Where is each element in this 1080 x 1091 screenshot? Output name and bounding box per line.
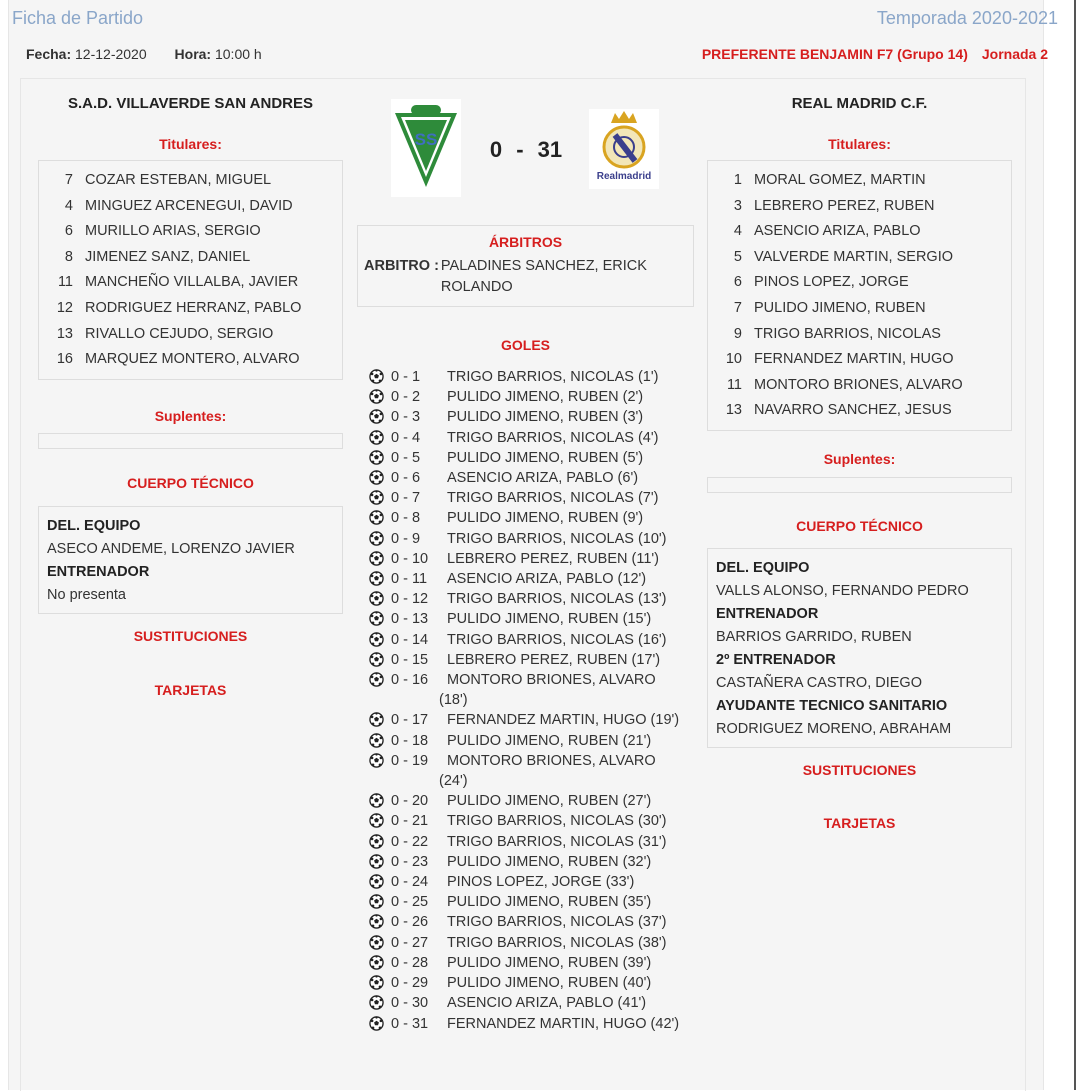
goal-row xyxy=(369,993,694,1013)
player-row xyxy=(708,245,1011,271)
player-number: 13 xyxy=(725,402,742,419)
player-number: 12 xyxy=(56,299,73,316)
svg-text:SS: SS xyxy=(414,130,438,149)
real-madrid-logo-text: Realmadrid xyxy=(596,171,652,182)
goal-score: 0 - 11 xyxy=(391,571,428,588)
goal-row xyxy=(369,448,694,468)
goal-scorer: PULIDO JIMENO, RUBEN (21') xyxy=(447,732,652,749)
jornada-label: Jornada 2 xyxy=(981,46,1048,62)
soccer-ball-icon xyxy=(369,710,387,730)
goal-scorer: TRIGO BARRIOS, NICOLAS (1') xyxy=(447,369,659,385)
soccer-ball-icon xyxy=(369,993,387,1013)
away-team-name: REAL MADRID C.F. xyxy=(791,95,928,112)
villaverde-crest-icon xyxy=(391,99,461,197)
player-row xyxy=(39,322,342,348)
player-row xyxy=(708,168,1011,194)
soccer-ball-icon xyxy=(369,852,387,872)
goal-scorer: MONTORO BRIONES, ALVARO xyxy=(447,752,656,769)
soccer-ball-icon xyxy=(369,1014,387,1034)
soccer-ball-icon xyxy=(369,650,387,670)
away-staff-title: CUERPO TÉCNICO xyxy=(796,517,923,534)
soccer-ball-icon xyxy=(369,953,387,973)
home-team-name: S.A.D. VILLAVERDE SAN ANDRES xyxy=(67,95,314,112)
score-separator: - xyxy=(516,137,524,162)
goal-row xyxy=(369,811,694,831)
goal-score: 0 - 22 xyxy=(391,833,429,850)
goal-scorer: PULIDO JIMENO, RUBEN (3') xyxy=(447,409,644,426)
player-name: TRIGO BARRIOS, NICOLAS xyxy=(754,325,941,342)
goal-row-continuation xyxy=(369,771,694,791)
player-number: 10 xyxy=(725,351,742,368)
goal-row xyxy=(369,549,694,569)
away-substitutions-title: SUSTITUCIONES xyxy=(802,761,917,778)
staff-name: BARRIOS GARRIDO, RUBEN xyxy=(716,628,912,645)
goal-row xyxy=(369,367,694,387)
goal-row xyxy=(369,872,694,892)
player-row xyxy=(708,398,1011,424)
soccer-ball-icon xyxy=(369,448,387,468)
staff-name: ASECO ANDEME, LORENZO JAVIER xyxy=(47,540,295,557)
away-column xyxy=(707,95,1012,831)
soccer-ball-icon xyxy=(369,912,387,932)
goal-row-continuation xyxy=(369,690,694,710)
goal-scorer: ASENCIO ARIZA, PABLO (12') xyxy=(447,571,647,588)
away-cards-title: TARJETAS xyxy=(823,814,896,831)
referees-box xyxy=(357,225,694,307)
hora-value: 10:00 h xyxy=(214,46,262,62)
goal-scorer: PULIDO JIMENO, RUBEN (9') xyxy=(447,510,644,527)
away-score: 31 xyxy=(537,137,563,162)
soccer-ball-icon xyxy=(369,892,387,912)
goal-scorer: TRIGO BARRIOS, NICOLAS (38') xyxy=(447,934,667,951)
goal-score: 0 - 4 xyxy=(391,429,421,446)
player-number: 8 xyxy=(64,248,73,265)
goal-row xyxy=(369,650,694,670)
final-score xyxy=(467,137,585,163)
goal-row xyxy=(369,630,694,650)
player-number: 13 xyxy=(56,325,73,342)
staff-name: CASTAÑERA CASTRO, DIEGO xyxy=(716,674,922,691)
soccer-ball-icon xyxy=(369,428,387,448)
goal-indent xyxy=(369,690,439,710)
home-column xyxy=(38,95,343,698)
player-row xyxy=(39,296,342,322)
player-row xyxy=(39,245,342,271)
goal-score: 0 - 2 xyxy=(391,389,421,406)
player-name: MONTORO BRIONES, ALVARO xyxy=(754,376,963,393)
referee-label: ARBITRO : xyxy=(364,258,439,274)
goal-scorer: TRIGO BARRIOS, NICOLAS (37') xyxy=(447,914,667,931)
player-name: MORAL GOMEZ, MARTIN xyxy=(754,172,926,188)
goal-score: 0 - 19 xyxy=(391,752,429,769)
season-label: Temporada 2020-2021 xyxy=(876,8,1058,28)
goal-score: 0 - 26 xyxy=(391,914,429,931)
referee-name: PALADINES SANCHEZ, ERICK ROLANDO xyxy=(440,258,647,295)
goal-scorer: FERNANDEZ MARTIN, HUGO (19') xyxy=(447,712,680,729)
player-number: 5 xyxy=(733,248,742,265)
goal-score: 0 - 12 xyxy=(391,591,429,608)
goal-score: 0 - 8 xyxy=(391,510,421,527)
player-name: MARQUEZ MONTERO, ALVARO xyxy=(85,351,300,368)
goals-title: GOLES xyxy=(500,337,550,353)
player-number: 11 xyxy=(726,376,742,393)
goal-score: 0 - 3 xyxy=(391,409,421,426)
goal-row xyxy=(369,710,694,730)
goal-score: 0 - 23 xyxy=(391,853,429,870)
goal-score: 0 - 29 xyxy=(391,975,429,992)
referee-row xyxy=(364,256,687,298)
home-subs-list xyxy=(38,433,343,449)
staff-role: 2º ENTRENADOR xyxy=(716,651,836,668)
staff-name: No presenta xyxy=(47,586,126,603)
player-row xyxy=(708,270,1011,296)
soccer-ball-icon xyxy=(369,630,387,650)
goal-scorer: TRIGO BARRIOS, NICOLAS (30') xyxy=(447,813,667,830)
soccer-ball-icon xyxy=(369,832,387,852)
staff-role: DEL. EQUIPO xyxy=(47,517,141,534)
goal-scorer: PULIDO JIMENO, RUBEN (40') xyxy=(447,975,652,992)
soccer-ball-icon xyxy=(369,791,387,811)
goal-score: 0 - 17 xyxy=(391,712,429,729)
away-staff-box xyxy=(707,548,1012,748)
goal-scorer: TRIGO BARRIOS, NICOLAS (31') xyxy=(447,833,667,850)
goal-score: 0 - 10 xyxy=(391,550,429,567)
player-number: 16 xyxy=(56,351,73,368)
goal-row xyxy=(369,852,694,872)
goal-scorer: FERNANDEZ MARTIN, HUGO (42') xyxy=(447,1015,680,1032)
away-titulares-title: Titulares: xyxy=(828,136,891,152)
soccer-ball-icon xyxy=(369,872,387,892)
goal-scorer: TRIGO BARRIOS, NICOLAS (10') xyxy=(447,530,667,547)
goal-score: 0 - 18 xyxy=(391,732,429,749)
goal-score: 0 - 28 xyxy=(391,954,429,971)
player-number: 4 xyxy=(733,223,742,240)
soccer-ball-icon xyxy=(369,407,387,427)
goal-row xyxy=(369,387,694,407)
soccer-ball-icon xyxy=(369,973,387,993)
player-name: RODRIGUEZ HERRANZ, PABLO xyxy=(85,299,302,316)
player-name: LEBRERO PEREZ, RUBEN xyxy=(754,197,935,214)
goal-scorer: TRIGO BARRIOS, NICOLAS (7') xyxy=(447,490,659,507)
match-panel xyxy=(20,78,1026,1091)
player-name: ASENCIO ARIZA, PABLO xyxy=(754,223,921,240)
goal-score: 0 - 5 xyxy=(391,449,421,466)
fecha-label: Fecha: xyxy=(26,46,72,62)
player-row xyxy=(708,219,1011,245)
goal-scorer: PINOS LOPEZ, JORGE (33') xyxy=(447,874,635,891)
staff-role: DEL. EQUIPO xyxy=(716,559,810,576)
goal-scorer: PULIDO JIMENO, RUBEN (15') xyxy=(447,611,652,628)
goal-scorer: PULIDO JIMENO, RUBEN (5') xyxy=(447,449,644,466)
player-name: MURILLO ARIAS, SERGIO xyxy=(85,223,261,240)
referees-title: ÁRBITROS xyxy=(488,234,563,250)
player-number: 3 xyxy=(733,197,742,214)
goal-score: 0 - 6 xyxy=(391,470,421,487)
soccer-ball-icon xyxy=(369,670,387,690)
goal-row xyxy=(369,589,694,609)
home-lineup xyxy=(38,160,343,380)
goal-score: 0 - 16 xyxy=(391,672,429,689)
goal-score: 0 - 24 xyxy=(391,874,429,891)
goal-score: 0 - 20 xyxy=(391,793,429,810)
player-number: 11 xyxy=(57,274,73,291)
goal-indent xyxy=(369,771,439,791)
staff-role: ENTRENADOR xyxy=(716,605,819,622)
player-row xyxy=(708,322,1011,348)
player-row xyxy=(708,347,1011,373)
goal-row xyxy=(369,569,694,589)
goal-scorer: PULIDO JIMENO, RUBEN (32') xyxy=(447,853,652,870)
soccer-ball-icon xyxy=(369,549,387,569)
goal-scorer: TRIGO BARRIOS, NICOLAS (4') xyxy=(447,429,659,446)
player-number: 1 xyxy=(733,172,742,188)
home-substitutions-title: SUSTITUCIONES xyxy=(133,627,248,644)
player-row xyxy=(39,194,342,220)
player-name: RIVALLO CEJUDO, SERGIO xyxy=(85,325,274,342)
goal-scorer: ASENCIO ARIZA, PABLO (41') xyxy=(447,995,647,1012)
goal-score: 0 - 30 xyxy=(391,995,429,1012)
soccer-ball-icon xyxy=(369,367,387,387)
goal-row xyxy=(369,428,694,448)
goal-score: 0 - 9 xyxy=(391,530,421,547)
goal-row xyxy=(369,468,694,488)
away-subs-list xyxy=(707,477,1012,493)
soccer-ball-icon xyxy=(369,731,387,751)
goal-row xyxy=(369,791,694,811)
goal-score: 0 - 27 xyxy=(391,934,429,951)
staff-role: AYUDANTE TECNICO SANITARIO xyxy=(716,697,948,714)
soccer-ball-icon xyxy=(369,933,387,953)
soccer-ball-icon xyxy=(369,609,387,629)
goal-score: 0 - 1 xyxy=(391,369,421,385)
competition-name: PREFERENTE BENJAMIN F7 (Grupo 14) xyxy=(701,46,968,62)
player-name: PINOS LOPEZ, JORGE xyxy=(754,274,909,291)
player-name: JIMENEZ SANZ, DANIEL xyxy=(85,248,251,265)
goal-scorer: PULIDO JIMENO, RUBEN (2') xyxy=(447,389,644,406)
player-row xyxy=(39,270,342,296)
player-number: 4 xyxy=(64,197,73,214)
goal-row xyxy=(369,1014,694,1034)
center-column xyxy=(357,99,694,1034)
fecha-value: 12-12-2020 xyxy=(75,46,147,62)
player-number: 7 xyxy=(733,299,742,316)
goal-scorer: MONTORO BRIONES, ALVARO xyxy=(447,672,656,689)
goal-score: 0 - 21 xyxy=(391,813,429,830)
hora-label: Hora: xyxy=(174,46,212,62)
away-lineup xyxy=(707,160,1012,431)
player-row xyxy=(39,219,342,245)
right-edge xyxy=(1074,0,1076,1090)
soccer-ball-icon xyxy=(369,508,387,528)
player-number: 9 xyxy=(733,325,742,342)
goal-row xyxy=(369,731,694,751)
soccer-ball-icon xyxy=(369,589,387,609)
sheet-title: Ficha de Partido xyxy=(12,8,144,28)
goal-score: 0 - 31 xyxy=(391,1015,429,1032)
goal-row xyxy=(369,892,694,912)
home-suplentes-title: Suplentes: xyxy=(154,407,227,424)
goal-row xyxy=(369,488,694,508)
goal-row xyxy=(369,407,694,427)
player-name: MANCHEÑO VILLALBA, JAVIER xyxy=(85,274,299,291)
soccer-ball-icon xyxy=(369,387,387,407)
soccer-ball-icon xyxy=(369,529,387,549)
goal-row xyxy=(369,933,694,953)
real-madrid-crest-icon xyxy=(589,109,659,189)
soccer-ball-icon xyxy=(369,468,387,488)
player-name: VALVERDE MARTIN, SERGIO xyxy=(754,248,954,265)
goal-scorer: PULIDO JIMENO, RUBEN (35') xyxy=(447,894,652,911)
player-row xyxy=(39,347,342,373)
goal-minute: (24') xyxy=(439,773,468,790)
staff-name: VALLS ALONSO, FERNANDO PEDRO xyxy=(716,582,969,599)
goal-row xyxy=(369,973,694,993)
staff-name: RODRIGUEZ MORENO, ABRAHAM xyxy=(716,720,952,737)
goal-row xyxy=(369,508,694,528)
goal-scorer: PULIDO JIMENO, RUBEN (39') xyxy=(447,954,652,971)
goal-row xyxy=(369,912,694,932)
goal-score: 0 - 15 xyxy=(391,651,429,668)
player-row xyxy=(39,168,342,194)
player-name: NAVARRO SANCHEZ, JESUS xyxy=(754,402,952,419)
goal-row xyxy=(369,670,694,690)
goal-scorer: TRIGO BARRIOS, NICOLAS (13') xyxy=(447,591,667,608)
player-row xyxy=(708,373,1011,399)
soccer-ball-icon xyxy=(369,488,387,508)
player-row xyxy=(708,296,1011,322)
staff-role: ENTRENADOR xyxy=(47,563,150,580)
home-titulares-title: Titulares: xyxy=(159,136,222,152)
match-meta xyxy=(26,46,262,62)
goals-list xyxy=(357,367,694,1034)
goal-row xyxy=(369,953,694,973)
goal-row xyxy=(369,529,694,549)
soccer-ball-icon xyxy=(369,811,387,831)
home-cards-title: TARJETAS xyxy=(154,681,227,698)
goal-row xyxy=(369,832,694,852)
goal-score: 0 - 25 xyxy=(391,894,429,911)
soccer-ball-icon xyxy=(369,751,387,771)
player-name: PULIDO JIMENO, RUBEN xyxy=(754,299,926,316)
goal-minute: (18') xyxy=(439,692,468,709)
goal-score: 0 - 13 xyxy=(391,611,429,628)
goal-score: 0 - 14 xyxy=(391,631,429,648)
goal-scorer: PULIDO JIMENO, RUBEN (27') xyxy=(447,793,652,810)
player-number: 6 xyxy=(64,223,73,240)
home-staff-title: CUERPO TÉCNICO xyxy=(127,474,254,491)
player-name: MINGUEZ ARCENEGUI, DAVID xyxy=(85,197,293,214)
player-number: 6 xyxy=(733,274,742,291)
away-suplentes-title: Suplentes: xyxy=(823,450,896,467)
goal-scorer: ASENCIO ARIZA, PABLO (6') xyxy=(447,470,639,487)
goal-scorer: LEBRERO PEREZ, RUBEN (11') xyxy=(447,550,659,567)
player-name: FERNANDEZ MARTIN, HUGO xyxy=(754,351,954,368)
goal-scorer: TRIGO BARRIOS, NICOLAS (16') xyxy=(447,631,667,648)
competition-info xyxy=(702,46,1048,62)
scoreboard xyxy=(357,99,694,199)
goal-scorer: LEBRERO PEREZ, RUBEN (17') xyxy=(447,651,661,668)
player-row xyxy=(708,194,1011,220)
player-name: COZAR ESTEBAN, MIGUEL xyxy=(85,172,272,188)
soccer-ball-icon xyxy=(369,569,387,589)
home-staff-box xyxy=(38,506,343,614)
home-score: 0 xyxy=(489,137,503,162)
goal-row xyxy=(369,751,694,771)
player-number: 7 xyxy=(64,172,73,188)
goal-score: 0 - 7 xyxy=(391,490,421,507)
goal-row xyxy=(369,609,694,629)
